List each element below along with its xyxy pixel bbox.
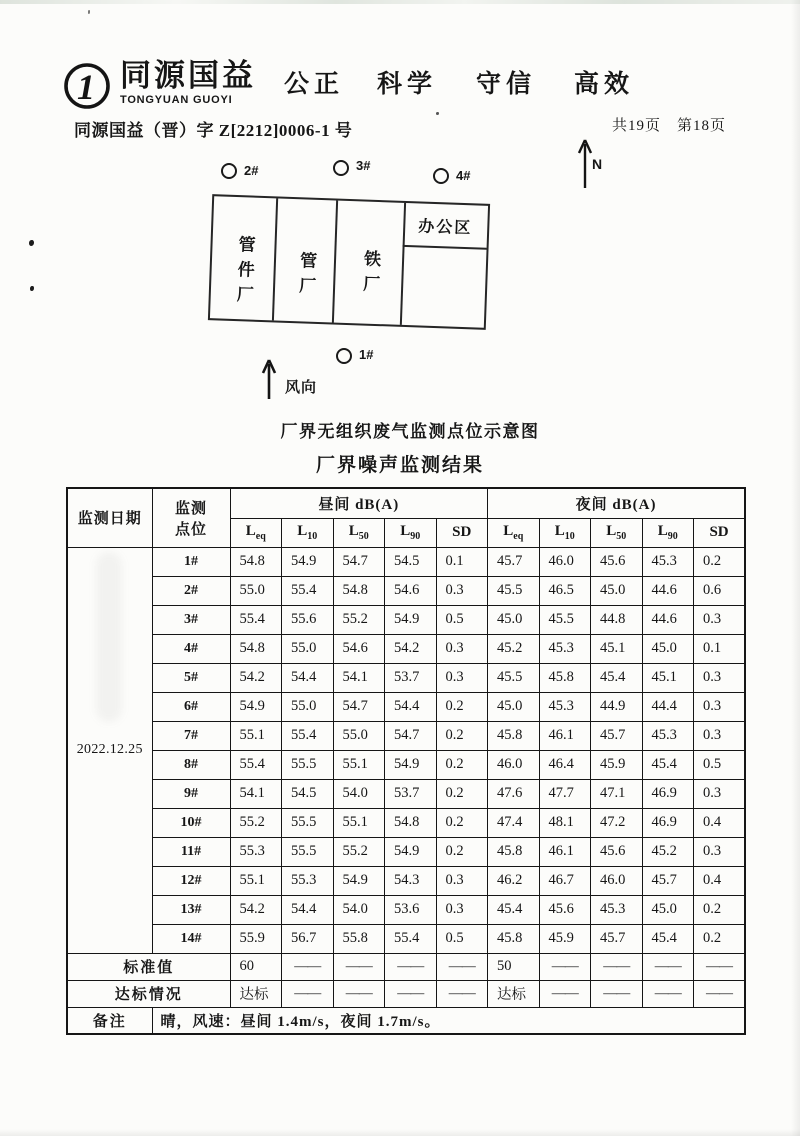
value-cell: 54.7 xyxy=(333,547,385,576)
value-cell: 0.3 xyxy=(436,663,488,692)
value-cell: 0.1 xyxy=(436,547,488,576)
diagram-caption: 厂界无组织废气监测点位示意图 xyxy=(280,422,540,441)
value-cell: 0.2 xyxy=(436,750,488,779)
value-cell: 44.9 xyxy=(591,692,643,721)
monitoring-date-cell: 2022.12.25 xyxy=(67,547,152,953)
value-cell: 45.9 xyxy=(591,750,643,779)
value-cell: 0.3 xyxy=(436,634,488,663)
subheader-text: $L_{10}$ xyxy=(554,523,575,542)
header-monitoring-point-line2: 点位 xyxy=(174,521,207,538)
monitoring-point-marker xyxy=(333,160,349,176)
value-cell: 45.8 xyxy=(488,924,540,953)
value-cell: 45.7 xyxy=(591,924,643,953)
value-cell: 45.4 xyxy=(642,750,694,779)
value-cell: 55.1 xyxy=(230,721,282,750)
value-cell: 0.2 xyxy=(436,808,488,837)
value-cell: 54.9 xyxy=(333,866,385,895)
value-cell: 44.6 xyxy=(642,605,694,634)
value-cell: 55.0 xyxy=(282,692,334,721)
value-cell: 55.4 xyxy=(230,605,282,634)
north-arrow-icon xyxy=(570,136,612,192)
compliance-row-cell: 达标 xyxy=(230,980,282,1007)
value-cell: 55.5 xyxy=(282,750,334,779)
value-cell: 47.4 xyxy=(488,808,540,837)
results-table-title: 厂界噪声监测结果 xyxy=(315,455,484,476)
value-cell: 0.3 xyxy=(694,721,746,750)
value-cell: 55.2 xyxy=(333,605,385,634)
standard-value-row xyxy=(67,953,745,980)
value-cell: 0.5 xyxy=(694,750,746,779)
subheader-text: SD xyxy=(452,524,472,540)
noise-results-table xyxy=(66,487,746,1035)
value-cell: 46.4 xyxy=(539,750,591,779)
value-cell: 0.2 xyxy=(694,924,746,953)
value-cell: 45.8 xyxy=(539,663,591,692)
value-cell: 55.5 xyxy=(282,808,334,837)
value-cell: 0.4 xyxy=(694,808,746,837)
value-cell: 45.4 xyxy=(642,924,694,953)
standard-value-row-cell: —— xyxy=(539,953,591,980)
value-cell: 56.7 xyxy=(282,924,334,953)
point-cell: 11# xyxy=(152,837,230,866)
standard-value-row-cell: 60 xyxy=(230,953,282,980)
value-cell: 54.2 xyxy=(385,634,437,663)
value-cell: 0.2 xyxy=(436,721,488,750)
value-cell: 45.2 xyxy=(642,837,694,866)
monitoring-point-label: 3# xyxy=(356,158,371,173)
value-cell: 55.0 xyxy=(230,576,282,605)
value-cell: 0.3 xyxy=(694,663,746,692)
compliance-row-cell: —— xyxy=(436,980,488,1007)
slogan-word: 守信 xyxy=(476,70,537,98)
slogan-word: 高效 xyxy=(574,70,635,98)
monitoring-point-marker xyxy=(433,168,449,184)
standard-value-row-label: 标准值 xyxy=(67,953,230,980)
value-cell: 46.0 xyxy=(488,750,540,779)
value-cell: 46.5 xyxy=(539,576,591,605)
scan-edge-top xyxy=(0,0,800,4)
value-cell: 54.6 xyxy=(333,634,385,663)
table-row xyxy=(67,895,745,924)
point-cell: 3# xyxy=(152,605,230,634)
table-row xyxy=(67,634,745,663)
header-monitoring-date: 监测日期 xyxy=(67,488,152,547)
value-cell: 54.5 xyxy=(385,547,437,576)
subheader-text: $L_{eq}$ xyxy=(245,523,266,542)
compliance-row-cell: —— xyxy=(333,980,385,1007)
header-nighttime: 夜间 dB(A) xyxy=(488,488,746,518)
value-cell: 0.2 xyxy=(436,692,488,721)
standard-value-row-cell: —— xyxy=(694,953,746,980)
table-row xyxy=(67,576,745,605)
compliance-row-label: 达标情况 xyxy=(67,980,230,1007)
building-label-iron: 铁厂 xyxy=(359,249,381,301)
company-name-cn: 同源国益 xyxy=(120,58,256,93)
standard-value-row-cell: —— xyxy=(436,953,488,980)
table-row xyxy=(67,866,745,895)
value-cell: 44.4 xyxy=(642,692,694,721)
value-cell: 46.1 xyxy=(539,837,591,866)
subheader-text: $L_{50}$ xyxy=(348,523,369,542)
value-cell: 45.1 xyxy=(591,634,643,663)
value-cell: 45.1 xyxy=(642,663,694,692)
value-cell: 0.5 xyxy=(436,605,488,634)
value-cell: 45.0 xyxy=(488,692,540,721)
point-cell: 13# xyxy=(152,895,230,924)
value-cell: 54.4 xyxy=(282,663,334,692)
subheader-text: $L_{50}$ xyxy=(606,523,627,542)
value-cell: 54.7 xyxy=(333,692,385,721)
tongyuan-logo-icon xyxy=(62,60,112,112)
value-cell: 47.1 xyxy=(591,779,643,808)
subheader-text: SD xyxy=(709,524,729,540)
value-cell: 45.3 xyxy=(591,895,643,924)
point-cell: 8# xyxy=(152,750,230,779)
value-cell: 55.9 xyxy=(230,924,282,953)
table-row xyxy=(67,663,745,692)
subheader-day-l90 xyxy=(385,518,437,547)
value-cell: 54.4 xyxy=(282,895,334,924)
subheader-text: $L_{10}$ xyxy=(297,523,318,542)
value-cell: 54.8 xyxy=(230,634,282,663)
compliance-row-cell: 达标 xyxy=(488,980,540,1007)
value-cell: 0.3 xyxy=(436,866,488,895)
value-cell: 0.1 xyxy=(694,634,746,663)
value-cell: 0.3 xyxy=(694,605,746,634)
value-cell: 54.9 xyxy=(385,605,437,634)
value-cell: 0.3 xyxy=(694,692,746,721)
value-cell: 0.2 xyxy=(436,837,488,866)
table-row xyxy=(67,808,745,837)
slogan-word: 公正 xyxy=(284,70,345,98)
ink-speck xyxy=(29,240,34,246)
document-number: 同源国益（晋）字 Z[2212]0006-1 号 xyxy=(74,121,353,140)
office-area-box xyxy=(403,203,488,250)
value-cell: 55.4 xyxy=(385,924,437,953)
value-cell: 0.2 xyxy=(694,547,746,576)
value-cell: 45.8 xyxy=(488,837,540,866)
value-cell: 45.3 xyxy=(642,547,694,576)
value-cell: 55.4 xyxy=(282,576,334,605)
scan-edge-bottom xyxy=(0,1129,800,1136)
value-cell: 45.7 xyxy=(488,547,540,576)
value-cell: 45.3 xyxy=(539,692,591,721)
value-cell: 45.8 xyxy=(488,721,540,750)
header-daytime: 昼间 dB(A) xyxy=(230,488,488,518)
monitoring-point-marker xyxy=(221,163,237,179)
value-cell: 54.0 xyxy=(333,779,385,808)
value-cell: 54.3 xyxy=(385,866,437,895)
subheader-day-leq xyxy=(230,518,282,547)
standard-value-row-cell: —— xyxy=(333,953,385,980)
value-cell: 53.7 xyxy=(385,779,437,808)
subheader-night-l10 xyxy=(539,518,591,547)
value-cell: 55.0 xyxy=(333,721,385,750)
svg-text:1: 1 xyxy=(77,67,95,107)
value-cell: 46.1 xyxy=(539,721,591,750)
subheader-text: $L_{90}$ xyxy=(400,523,421,542)
monitoring-point-label: 4# xyxy=(456,168,471,183)
value-cell: 55.1 xyxy=(230,866,282,895)
standard-value-row-cell: —— xyxy=(591,953,643,980)
value-cell: 54.8 xyxy=(333,576,385,605)
value-cell: 53.6 xyxy=(385,895,437,924)
value-cell: 45.5 xyxy=(488,663,540,692)
value-cell: 0.2 xyxy=(436,779,488,808)
ink-speck xyxy=(30,286,34,291)
value-cell: 54.9 xyxy=(230,692,282,721)
monitoring-point-label: 2# xyxy=(244,163,259,178)
value-cell: 55.1 xyxy=(333,750,385,779)
table-row xyxy=(67,750,745,779)
value-cell: 55.4 xyxy=(230,750,282,779)
office-area-label: 办公区 xyxy=(417,217,473,237)
value-cell: 54.1 xyxy=(230,779,282,808)
value-cell: 53.7 xyxy=(385,663,437,692)
point-cell: 1# xyxy=(152,547,230,576)
value-cell: 48.1 xyxy=(539,808,591,837)
value-cell: 45.6 xyxy=(539,895,591,924)
value-cell: 54.9 xyxy=(385,837,437,866)
table-row xyxy=(67,721,745,750)
value-cell: 0.6 xyxy=(694,576,746,605)
value-cell: 46.0 xyxy=(591,866,643,895)
compliance-row xyxy=(67,980,745,1007)
table-row xyxy=(67,837,745,866)
table-row xyxy=(67,547,745,576)
page-count: 共19页 第18页 xyxy=(612,118,727,134)
subheader-night-l50 xyxy=(591,518,643,547)
value-cell: 54.7 xyxy=(385,721,437,750)
value-cell: 45.9 xyxy=(539,924,591,953)
compliance-row-cell: —— xyxy=(539,980,591,1007)
value-cell: 45.3 xyxy=(539,634,591,663)
point-cell: 2# xyxy=(152,576,230,605)
subheader-night-sd xyxy=(694,518,746,547)
value-cell: 45.5 xyxy=(539,605,591,634)
value-cell: 0.3 xyxy=(436,895,488,924)
scan-edge-right xyxy=(791,0,800,1136)
value-cell: 46.7 xyxy=(539,866,591,895)
point-cell: 10# xyxy=(152,808,230,837)
point-cell: 5# xyxy=(152,663,230,692)
table-row xyxy=(67,692,745,721)
value-cell: 45.4 xyxy=(591,663,643,692)
compliance-row-cell: —— xyxy=(385,980,437,1007)
value-cell: 0.3 xyxy=(694,779,746,808)
value-cell: 0.2 xyxy=(694,895,746,924)
value-cell: 45.7 xyxy=(591,721,643,750)
value-cell: 54.0 xyxy=(333,895,385,924)
point-cell: 6# xyxy=(152,692,230,721)
point-cell: 7# xyxy=(152,721,230,750)
wind-direction-label: 风向 xyxy=(285,380,318,396)
ink-speck xyxy=(436,112,439,115)
value-cell: 54.5 xyxy=(282,779,334,808)
value-cell: 46.9 xyxy=(642,779,694,808)
standard-value-row-cell: —— xyxy=(282,953,334,980)
value-cell: 55.3 xyxy=(230,837,282,866)
value-cell: 45.0 xyxy=(488,605,540,634)
point-cell: 14# xyxy=(152,924,230,953)
value-cell: 55.1 xyxy=(333,808,385,837)
value-cell: 54.9 xyxy=(385,750,437,779)
standard-value-row-cell: —— xyxy=(385,953,437,980)
standard-value-row-cell: 50 xyxy=(488,953,540,980)
value-cell: 54.2 xyxy=(230,895,282,924)
header-monitoring-point xyxy=(152,488,230,547)
subheader-day-l10 xyxy=(282,518,334,547)
value-cell: 45.6 xyxy=(591,837,643,866)
value-cell: 45.5 xyxy=(488,576,540,605)
header-monitoring-point-line1: 监测 xyxy=(174,500,207,517)
value-cell: 0.5 xyxy=(436,924,488,953)
remark-row xyxy=(67,1007,745,1034)
site-divider xyxy=(272,198,278,320)
point-cell: 9# xyxy=(152,779,230,808)
value-cell: 46.0 xyxy=(539,547,591,576)
value-cell: 45.0 xyxy=(642,634,694,663)
compliance-row-cell: —— xyxy=(282,980,334,1007)
value-cell: 47.2 xyxy=(591,808,643,837)
value-cell: 46.9 xyxy=(642,808,694,837)
subheader-text: $L_{90}$ xyxy=(657,523,678,542)
monitoring-point-label: 1# xyxy=(359,347,374,362)
value-cell: 55.2 xyxy=(333,837,385,866)
value-cell: 54.8 xyxy=(230,547,282,576)
building-label-pipe: 管厂 xyxy=(295,251,317,302)
building-label-pipe-fitting: 管件厂 xyxy=(233,235,255,311)
north-label: N xyxy=(592,156,603,172)
subheader-text: $L_{eq}$ xyxy=(503,523,524,542)
standard-value-row-cell: —— xyxy=(642,953,694,980)
value-cell: 0.3 xyxy=(436,576,488,605)
value-cell: 45.0 xyxy=(642,895,694,924)
value-cell: 47.6 xyxy=(488,779,540,808)
table-row xyxy=(67,605,745,634)
value-cell: 0.3 xyxy=(694,837,746,866)
compliance-row-cell: —— xyxy=(591,980,643,1007)
value-cell: 55.0 xyxy=(282,634,334,663)
point-cell: 12# xyxy=(152,866,230,895)
remark-label: 备注 xyxy=(67,1007,152,1034)
value-cell: 45.7 xyxy=(642,866,694,895)
value-cell: 44.6 xyxy=(642,576,694,605)
slogan-word: 科学 xyxy=(377,70,438,98)
value-cell: 44.8 xyxy=(591,605,643,634)
site-divider xyxy=(332,201,338,323)
value-cell: 54.8 xyxy=(385,808,437,837)
remark-text: 晴，风速：昼间 1.4m/s，夜间 1.7m/s。 xyxy=(152,1007,745,1034)
value-cell: 45.0 xyxy=(591,576,643,605)
value-cell: 55.6 xyxy=(282,605,334,634)
value-cell: 47.7 xyxy=(539,779,591,808)
value-cell: 45.4 xyxy=(488,895,540,924)
point-cell: 4# xyxy=(152,634,230,663)
table-row xyxy=(67,924,745,953)
value-cell: 45.6 xyxy=(591,547,643,576)
subheader-day-sd xyxy=(436,518,488,547)
compliance-row-cell: —— xyxy=(694,980,746,1007)
ink-speck xyxy=(88,10,90,14)
table-row xyxy=(67,779,745,808)
value-cell: 55.4 xyxy=(282,721,334,750)
value-cell: 55.8 xyxy=(333,924,385,953)
subheader-night-leq xyxy=(488,518,540,547)
value-cell: 55.5 xyxy=(282,837,334,866)
wind-direction-arrow-icon xyxy=(256,356,286,402)
company-logo xyxy=(62,60,256,112)
subheader-night-l90 xyxy=(642,518,694,547)
value-cell: 0.4 xyxy=(694,866,746,895)
value-cell: 55.3 xyxy=(282,866,334,895)
monitoring-point-marker xyxy=(336,348,352,364)
value-cell: 54.6 xyxy=(385,576,437,605)
value-cell: 54.1 xyxy=(333,663,385,692)
subheader-day-l50 xyxy=(333,518,385,547)
factory-site-outline xyxy=(208,194,490,330)
value-cell: 55.2 xyxy=(230,808,282,837)
value-cell: 45.2 xyxy=(488,634,540,663)
compliance-row-cell: —— xyxy=(642,980,694,1007)
value-cell: 54.9 xyxy=(282,547,334,576)
company-name-en: TONGYUAN GUOYI xyxy=(120,93,233,106)
value-cell: 54.2 xyxy=(230,663,282,692)
value-cell: 54.4 xyxy=(385,692,437,721)
value-cell: 46.2 xyxy=(488,866,540,895)
value-cell: 45.3 xyxy=(642,721,694,750)
